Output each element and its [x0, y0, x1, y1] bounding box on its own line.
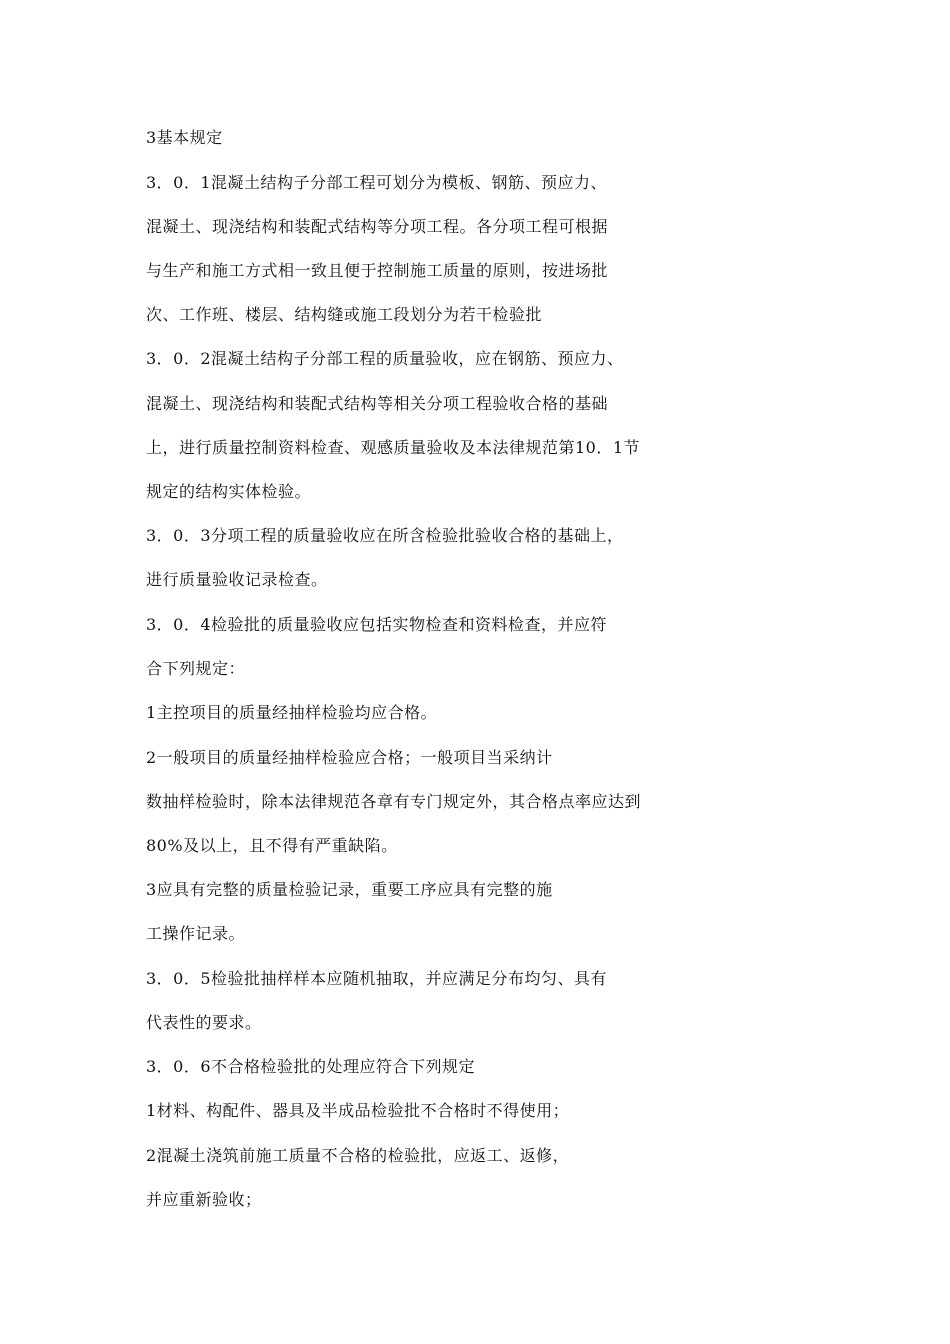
text-line: 3应具有完整的质量检验记录，重要工序应具有完整的施: [146, 880, 553, 899]
text-line: 代表性的要求。: [146, 1013, 262, 1032]
text-line: 3．0．6不合格检验批的处理应符合下列规定: [146, 1057, 476, 1076]
text-line: 工操作记录。: [146, 924, 246, 943]
text-line: 1主控项目的质量经抽样检验均应合格。: [146, 703, 438, 722]
text-line: 合下列规定：: [146, 659, 246, 678]
text-line: 混凝土、现浇结构和装配式结构等分项工程。各分项工程可根据: [146, 217, 609, 236]
text-line: 2混凝土浇筑前施工质量不合格的检验批，应返工、返修，: [146, 1146, 570, 1165]
text-line: 次、工作班、楼层、结构缝或施工段划分为若干检验批: [146, 305, 543, 324]
section-heading: 3基本规定: [146, 128, 223, 147]
text-line: 数抽样检验时，除本法律规范各章有专门规定外，其合格点率应达到: [146, 792, 642, 811]
text-line: 3．0．5检验批抽样样本应随机抽取，并应满足分布均匀、具有: [146, 969, 608, 988]
text-line: 并应重新验收；: [146, 1190, 262, 1209]
text-line: 3．0．4检验批的质量验收应包括实物检查和资料检查，并应符: [146, 615, 608, 634]
text-line: 上，进行质量控制资料检查、观感质量验收及本法律规范第10．1节: [146, 438, 641, 457]
text-line: 1材料、构配件、器具及半成品检验批不合格时不得使用；: [146, 1101, 570, 1120]
text-line: 3．0．1混凝土结构子分部工程可划分为模板、钢筋、预应力、: [146, 173, 608, 192]
text-line: 3．0．2混凝土结构子分部工程的质量验收，应在钢筋、预应力、: [146, 349, 624, 368]
text-line: 2一般项目的质量经抽样检验应合格；一般项目当采纳计: [146, 748, 553, 767]
text-line: 进行质量验收记录检查。: [146, 570, 328, 589]
text-line: 80%及以上，且不得有严重缺陷。: [146, 836, 398, 855]
text-line: 3．0．3分项工程的质量验收应在所含检验批验收合格的基础上，: [146, 526, 624, 545]
text-line: 规定的结构实体检验。: [146, 482, 312, 501]
text-line: 与生产和施工方式相一致且便于控制施工质量的原则，按进场批: [146, 261, 609, 280]
text-line: 混凝土、现浇结构和装配式结构等相关分项工程验收合格的基础: [146, 394, 609, 413]
